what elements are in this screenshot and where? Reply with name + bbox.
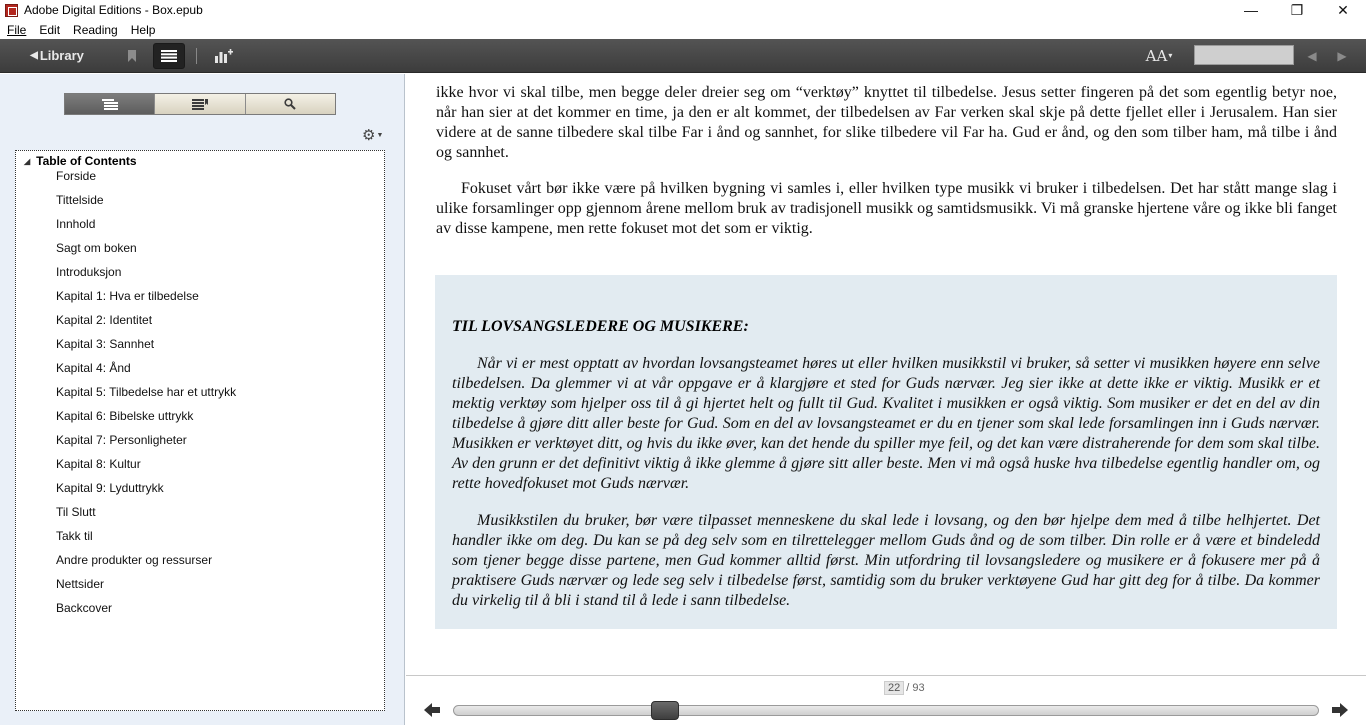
arrow-right-icon (1332, 703, 1348, 717)
highlight-box (435, 275, 1337, 629)
reading-pane[interactable] (406, 74, 1366, 675)
menu-help[interactable]: Help (130, 22, 156, 37)
menu-file[interactable]: File (7, 22, 27, 37)
toc-item[interactable]: Forside (56, 169, 97, 183)
pane-tabs (64, 93, 336, 115)
chevron-down-icon: ▼ (376, 131, 384, 139)
page-number-field[interactable] (1194, 45, 1294, 65)
add-stats-button[interactable] (213, 39, 235, 72)
toolbar-divider (196, 48, 197, 64)
font-size-button[interactable]: AA ▾ (1145, 46, 1173, 65)
toc-item[interactable]: Til Slutt (56, 505, 96, 519)
tab-table-of-contents[interactable] (65, 94, 155, 114)
close-button[interactable]: ✕ (1337, 1, 1349, 18)
toc-root[interactable] (24, 154, 137, 168)
window-title: Adobe Digital Editions - Box.epub (24, 3, 203, 17)
toc-item[interactable]: Kapital 7: Personligheter (56, 433, 187, 447)
next-page-button-top[interactable]: ▶ (1337, 48, 1347, 63)
list-icon (161, 50, 177, 62)
toc-item[interactable]: Nettsider (56, 577, 105, 591)
current-page-number[interactable]: 22 (884, 681, 904, 695)
bookmark-icon (127, 49, 137, 63)
library-label: Library (39, 48, 84, 63)
toc-heading: Table of Contents (36, 154, 137, 168)
back-arrow-icon: ◀ (30, 50, 38, 61)
toc-item[interactable]: Innhold (56, 217, 96, 231)
toc-item[interactable]: Sagt om boken (56, 241, 137, 255)
book-paragraph: Fokuset vårt bør ikke være på hvilken bygning vi samles i, eller hvilken type musikk vi bruker i tilbedelsen. Det har stått mange slag i ulike forsamlinger opp gjennom årene mellom bruk av tradisjonell musikk og samtidsmusikk. Vi må granske hjertene våre og ikke bli fanget av disse kampene, men rette fokuset mot det som er viktig. (436, 180, 1337, 237)
reader-toolbar (0, 39, 1366, 73)
book-paragraph: ikke hvor vi skal tilbe, men begge deler dreier seg om “verktøy” knyttet til tilbedelse. Jesus setter fingeren på det som egentlig betyr noe, når han sier at det kommer en time, ja den er alt kommet, der tilbedelsen av Far verken skal skje på dette fjellet eller i Jerusalem. Han sier videre at de sanne tilbedere skal tilbe Far i ånd og sannhet, for slike tilbedere vil Far ha. Gud er ånd, og den som tilber ham, må tilbe i ånd og sannhet. (436, 84, 1337, 161)
collapse-triangle-icon[interactable]: ◢ (24, 156, 31, 166)
toc-item[interactable]: Kapital 4: Ånd (56, 361, 131, 375)
font-size-icon: AA (1145, 46, 1168, 65)
minimize-button[interactable]: — (1244, 2, 1258, 18)
toc-list-icon (102, 99, 118, 110)
page-indicator (884, 681, 925, 695)
total-pages: / 93 (906, 682, 925, 694)
bar-chart-plus-icon (215, 49, 233, 63)
highlight-box-title: TIL LOVSANGSLEDERE OG MUSIKERE: (452, 318, 749, 335)
toc-item[interactable]: Kapital 2: Identitet (56, 313, 153, 327)
previous-page-button[interactable] (421, 699, 443, 721)
page-slider-thumb[interactable] (651, 701, 679, 720)
toc-item[interactable]: Kapital 8: Kultur (56, 457, 141, 471)
toc-item[interactable]: Kapital 3: Sannhet (56, 337, 155, 351)
window-controls (1228, 0, 1366, 20)
toc-item[interactable]: Kapital 6: Bibelske uttrykk (56, 409, 194, 423)
highlight-box-paragraph: Når vi er mest opptatt av hvordan lovsangsteamet høres ut eller hvilken musikkstil vi bruker, så setter vi musikken høyere enn selve tilbedelsen. Da glemmer vi at vår oppgave er å klargjøre et sted for Guds nærvær. Jeg sier ikke at dette ikke er viktig. Musikk er et mektig verktøy som hjelper oss til å gi hjertet helt og fullt til Gud. Kvalitet i musikken er også viktig. Som musiker er det en del av din tilbedelse å gjøre ditt aller beste for Gud. Som en del av lovsangsteamet er du en tjener som skal lede forsamlingen inn i Guds nærvær. Musikken er verktøyet ditt, og hvis du ikke øver, kan det hende du spiller mye feil, og det kan være distraherende for dem som skal tilbe. Av den grunn er det definitivt viktig å ikke glemme å gjøre sitt aller beste. Men vi må også huske hva tilbedelse egentlig handler om, og rette hovedfokuset mot Guds nærvær. (452, 355, 1320, 492)
page-slider-track[interactable] (453, 705, 1319, 716)
tab-search[interactable] (246, 94, 335, 114)
toc-toggle-button[interactable] (153, 43, 185, 69)
menu-bar (0, 20, 1366, 39)
toc-item[interactable]: Backcover (56, 601, 113, 615)
arrow-left-icon (424, 703, 440, 717)
library-button[interactable] (26, 39, 88, 72)
adobe-digital-editions-icon (5, 4, 18, 17)
bookmark-button[interactable] (123, 39, 141, 72)
page-navigation-bar (406, 675, 1366, 725)
gear-icon: ⚙ (362, 127, 376, 144)
next-page-button[interactable] (1329, 699, 1351, 721)
toc-item[interactable]: Introduksjon (56, 265, 122, 279)
toc-options-button[interactable] (362, 126, 384, 144)
toc-item[interactable]: Andre produkter og ressurser (56, 553, 213, 567)
toc-item[interactable]: Kapital 9: Lyduttrykk (56, 481, 164, 495)
bookmarks-list-icon (192, 99, 208, 110)
toc-item[interactable]: Tittelside (56, 193, 104, 207)
menu-reading[interactable]: Reading (73, 22, 118, 37)
toc-list (56, 169, 236, 625)
search-icon (284, 98, 296, 110)
menu-edit[interactable]: Edit (39, 22, 61, 37)
toc-item[interactable]: Takk til (56, 529, 93, 543)
navigation-pane (0, 74, 405, 725)
highlight-box-paragraph: Musikkstilen du bruker, bør være tilpasset menneskene du skal lede i lovsang, og den bør hjelpe dem med å tilbe helhjertet. Det handler ikke om deg. Du kan se på deg selv som en tilrettelegger mellom Guds ånd og de som tilber. Din rolle er å være et bindeledd som tjener begge disse partene, men Gud kommer alltid først. Min utfordring til lovsangsledere og musikere er å fokusere mer på å praktisere Guds nærvær og lede seg selv i tilbedelse først, samtidig som du bruker verktøyene Gud har gitt deg for å tilbe. Da kommer du virkelig til å bli i stand til å lede i sann tilbedelse. (452, 512, 1320, 609)
toc-item[interactable]: Kapital 5: Tilbedelse har et uttrykk (56, 385, 237, 399)
previous-page-button-top[interactable]: ◀ (1307, 48, 1317, 63)
tab-bookmarks[interactable] (155, 94, 245, 114)
toc-panel (15, 150, 385, 711)
maximize-button[interactable]: ❐ (1290, 1, 1304, 18)
title-bar (0, 0, 1366, 20)
toc-item[interactable]: Kapital 1: Hva er tilbedelse (56, 289, 199, 303)
